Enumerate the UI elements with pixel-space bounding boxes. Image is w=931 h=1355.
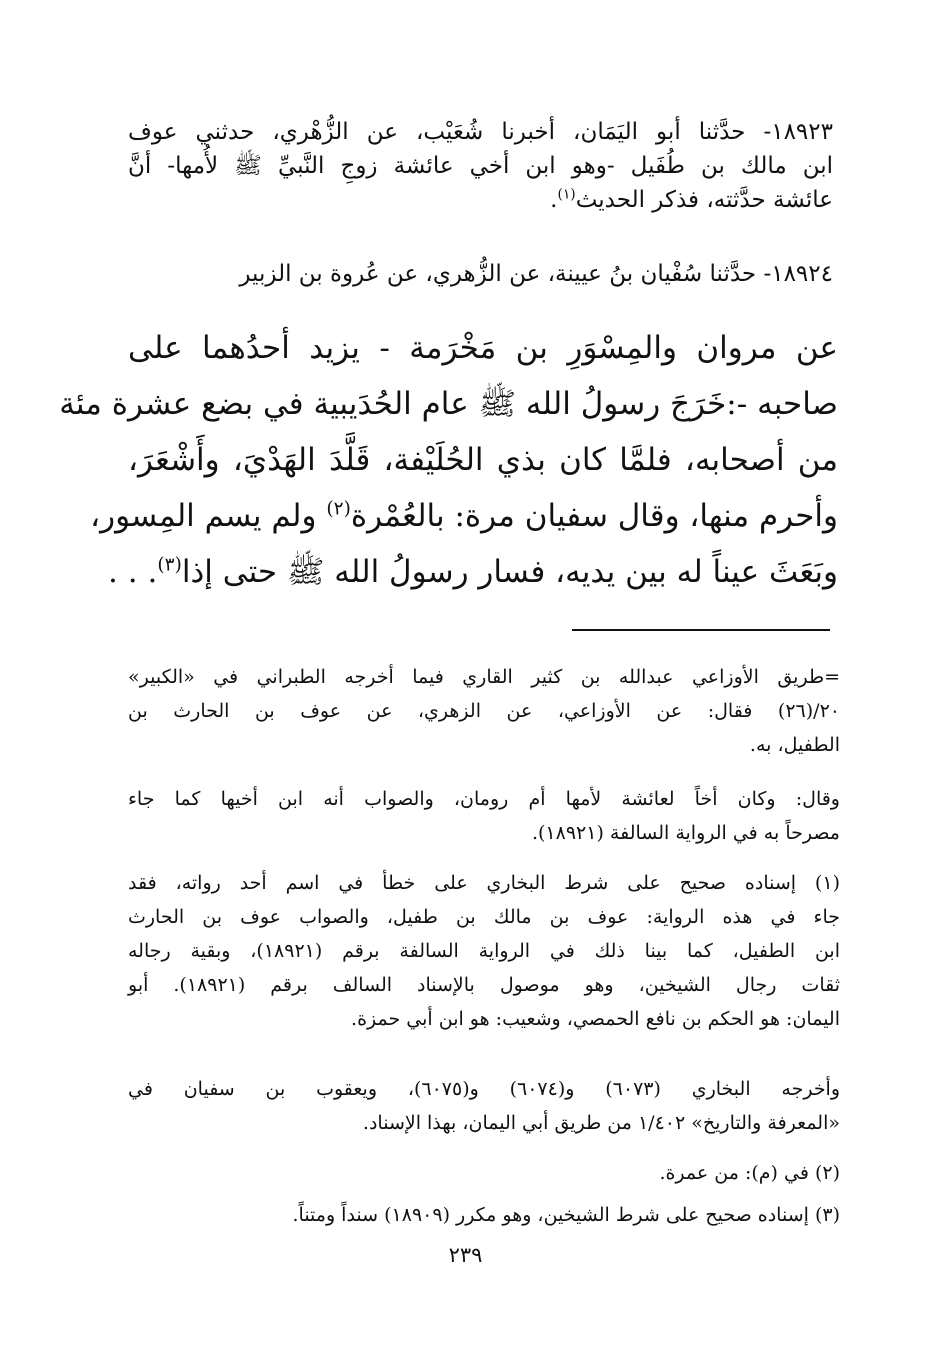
footnote-line: (٣) إسناده صحيح على شرط الشيخين، وهو مكرر (١٨٩٠٩) سنداً ومتناً. xyxy=(292,1204,840,1226)
footnote-ref: (٣) xyxy=(157,554,182,576)
footnote-line: «المعرفة والتاريخ» ١/٤٠٢ من طريق أبي اليمان، بهذا الإسناد. xyxy=(362,1112,840,1134)
text-line: من أصحابه، فلمَّا كان بذي الحُلَيْفة، قَلَّدَ الهَدْيَ، وأَشْعَرَ، xyxy=(128,442,838,478)
text-line: ١٨٩٢٤- حدَّثنا سُفْيان بنُ عيينة، عن الزُّهري، عن عُروة بن الزبير xyxy=(239,261,833,287)
footnote-line: وأخرجه البخاري (٦٠٧٣) و(٦٠٧٤) و(٦٠٧٥)، ويعقوب بن سفيان في xyxy=(128,1078,841,1100)
footnote-line: ٢٠/(٢٦) فقال: عن الأوزاعي، عن الزهري، عن عوف بن الحارث بن xyxy=(128,700,840,722)
text-span: وبَعَثَ عيناً له بين يديه، فسار رسولُ الله ﷺ حتى إذا xyxy=(181,554,838,590)
footnote-3 xyxy=(128,1198,840,1232)
text-line: صاحبه -:خَرَجَ رسولُ الله ﷺ عام الحُدَيبية في بضع عشرة مئة xyxy=(59,386,838,422)
footnote-line: ابن الطفيل، كما بينا ذلك في الرواية السالفة برقم (١٨٩٢١)، وبقية رجاله xyxy=(128,940,840,962)
text-line: عائشة حدَّثته، فذكر الحديث$^{(١)}$. xyxy=(550,186,833,213)
footnote-2 xyxy=(128,1156,840,1190)
text-span: ولم يسم المِسور، xyxy=(90,498,327,534)
footnote-1 xyxy=(128,866,840,1036)
ellipsis: . . . xyxy=(108,554,158,590)
text-line: عن مروان والمِسْوَرِ بن مَخْرَمة - يزيد أحدُهما على xyxy=(128,330,838,366)
footnote-line: الطفيل، به. xyxy=(749,734,840,756)
text-line: ابن مالك بن طُفَيل -وهو ابن أخي عائشة زوجِ النَّبيِّ ﷺ لأُمها- أنَّ xyxy=(128,153,833,179)
footnote-continuation-2 xyxy=(128,782,840,850)
footnote-ref: (١) xyxy=(557,186,576,203)
footnote-line: اليمان: هو الحكم بن نافع الحمصي، وشعيب: هو ابن أبي حمزة. xyxy=(351,1008,840,1030)
footnote-line: ثقات رجال الشيخين، وهو موصول بالإسناد السالف برقم (١٨٩٢١). أبو xyxy=(128,974,841,996)
footnote-line: =طريق الأوزاعي عبدالله بن كثير القاري فيما أخرجه الطبراني في «الكبير» xyxy=(128,666,840,688)
text-line xyxy=(90,488,838,544)
footnote-line: جاء في هذه الرواية: عوف بن مالك بن طفيل، والصواب عوف بن الحارث xyxy=(128,906,840,928)
footnote-line: (٢) في (م): من عمرة. xyxy=(659,1162,840,1184)
footnote-separator xyxy=(572,629,830,631)
footnote-line: مصرحاً به في الرواية السالفة (١٨٩٢١). xyxy=(531,822,840,844)
hadith-18924 xyxy=(128,257,833,291)
main-hadith-text xyxy=(59,320,838,600)
text-span: وأحرم منها، وقال سفيان مرة: بالعُمْرة xyxy=(350,498,838,534)
footnote-continuation xyxy=(128,660,840,762)
footnote-1-continued xyxy=(128,1072,840,1140)
hadith-18923 xyxy=(128,115,833,217)
footnote-ref: (٢) xyxy=(326,498,351,520)
text-line xyxy=(108,544,838,600)
text-span: عائشة حدَّثته، فذكر الحديث xyxy=(575,187,833,213)
footnote-line: وقال: وكان أخاً لعائشة لأمها أم رومان، والصواب أنه ابن أخيها كما جاء xyxy=(128,788,840,810)
text-line: ١٨٩٢٣- حدَّثنا أبو اليَمَان، أخبرنا شُعَيْب، عن الزُّهْري، حدثني عوف xyxy=(128,119,833,145)
footnote-line: (١) إسناده صحيح على شرط البخاري على خطأ في اسم أحد رواته، فقد xyxy=(128,872,840,894)
page-number: ٢٣٩ xyxy=(448,1243,483,1267)
